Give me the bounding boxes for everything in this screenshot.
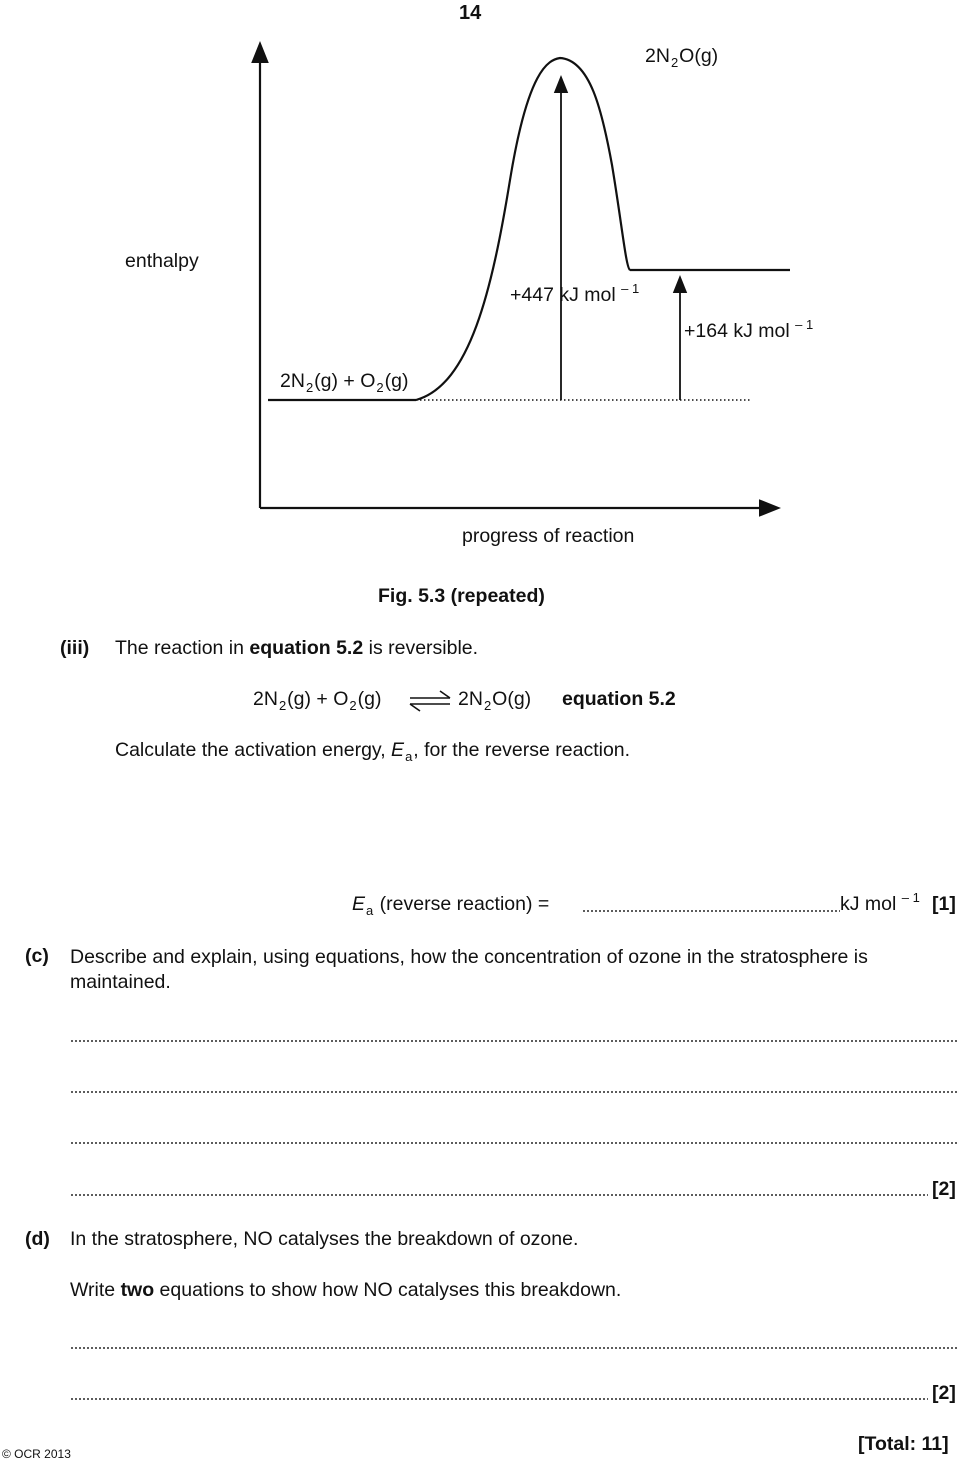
part-iii-prompt: Calculate the activation energy, $E_a$, for the reverse reaction.: [115, 739, 631, 764]
y-axis-label: enthalpy: [125, 250, 199, 272]
figure-caption: Fig. 5.3 (repeated): [378, 585, 545, 607]
equation-right: $2N_2O(g)$: [458, 688, 532, 713]
part-c-answer-line-2[interactable]: [70, 1091, 958, 1093]
enthalpy-change-label: +164 kJ mol $^{- 1}$: [684, 317, 814, 342]
equation-tag: equation 5.2: [562, 688, 676, 710]
total-marks: [Total: 11]: [858, 1433, 949, 1455]
part-iii-intro: The reaction in equation 5.2 is reversible.: [115, 637, 479, 659]
copyright: © OCR 2013: [2, 1447, 71, 1461]
reactants-label: $2N_2(g) + O_2(g)$: [280, 370, 409, 395]
part-iii-label: (iii): [60, 637, 90, 659]
part-c-answer-line-4[interactable]: [70, 1194, 928, 1196]
part-iii-answer-label: $E_a$ (reverse reaction) =: [352, 893, 550, 918]
part-d-answer-line-2[interactable]: [70, 1398, 928, 1400]
part-d-marks: [2]: [932, 1382, 956, 1404]
part-iii-marks: [1]: [932, 893, 956, 915]
part-c-question: Describe and explain, using equations, how the concentration of ozone in the stratosphere is maintained.: [70, 946, 868, 993]
part-d-prompt: Write two equations to show how NO catalyses this breakdown.: [70, 1279, 622, 1301]
equation-left: $2N_2(g) + O_2(g)$: [253, 688, 382, 713]
part-c-answer-line-3[interactable]: [70, 1142, 958, 1144]
part-d-statement: In the stratosphere, NO catalyses the breakdown of ozone.: [70, 1228, 579, 1250]
products-label: $2N_2O(g)$: [645, 45, 719, 70]
part-iii-unit: kJ mol $^{- 1}$: [840, 890, 920, 915]
enthalpy-diagram: [0, 0, 960, 560]
activation-energy-label: +447 kJ mol $^{- 1}$: [510, 281, 640, 306]
reaction-curve: [416, 58, 630, 400]
page-number: 14: [459, 2, 482, 24]
part-d-label: (d): [25, 1228, 50, 1250]
part-d-answer-line-1[interactable]: [70, 1347, 958, 1349]
part-c-answer-line-1[interactable]: [70, 1040, 958, 1042]
part-c-label: (c): [25, 945, 49, 967]
x-axis-label: progress of reaction: [462, 525, 635, 547]
part-iii-answer-line[interactable]: [582, 910, 840, 912]
part-c-marks: [2]: [932, 1178, 956, 1200]
